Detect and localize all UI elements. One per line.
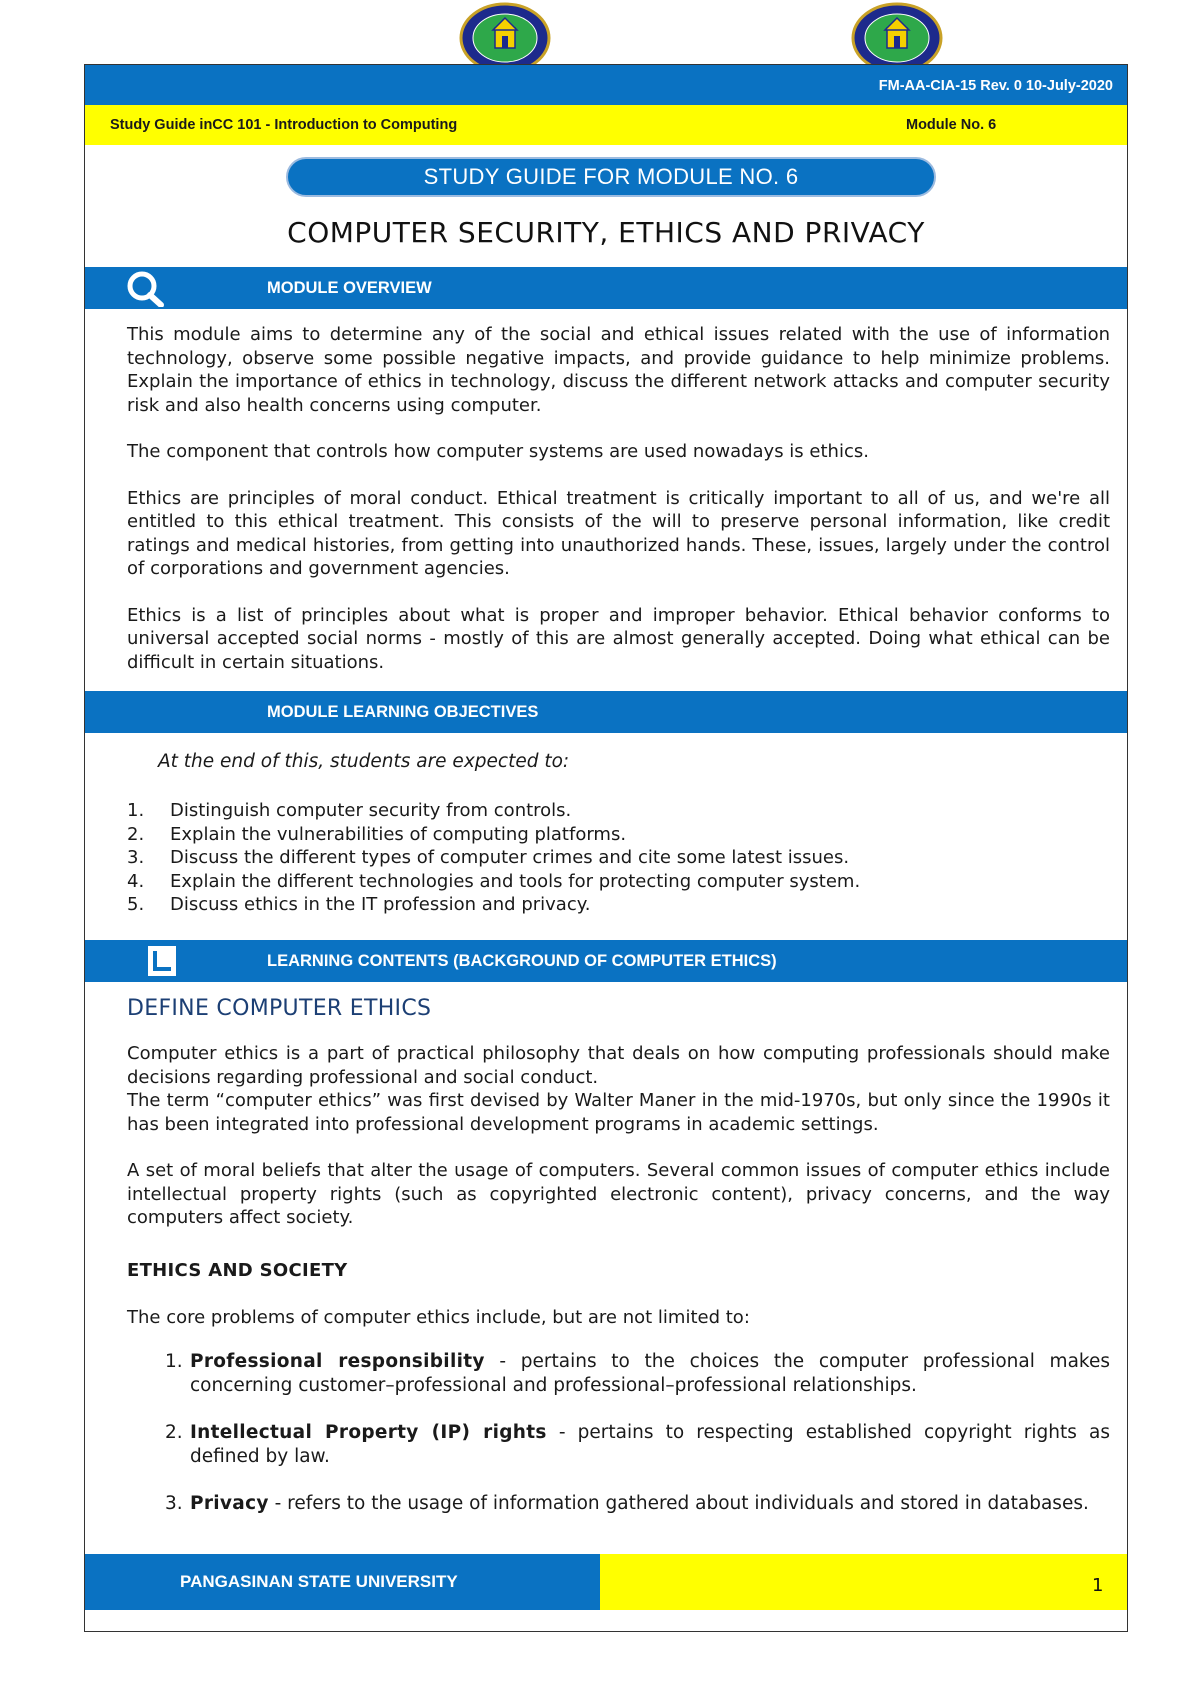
section-bar-objectives (85, 691, 1127, 733)
section-heading: MODULE LEARNING OBJECTIVES (267, 703, 539, 721)
list-item: 3. Discuss the different types of computer crimes and cite some latest issues. (127, 847, 850, 868)
list-item: 2. Explain the vulnerabilities of computing platforms. (127, 823, 627, 845)
section-heading: MODULE OVERVIEW (267, 279, 432, 297)
list-item: 2. Intellectual Property (IP) rights - pertains to respecting established copyright rights as defined by law. (165, 1422, 1110, 1467)
overview-text (127, 323, 1110, 674)
define-heading: DEFINE COMPUTER ETHICS (127, 996, 432, 1021)
problems-list (165, 1350, 1110, 1516)
paragraph: This module aims to determine any of the social and ethical issues related with the use of information technology, observe some possible negative impacts, and provide guidance to help minimize problems. Explain the importance of ethics in technology, discuss the different network attacks and computer security risk and also health concerns using computer. (127, 324, 1110, 416)
objectives-intro: At the end of this, students are expected to: (158, 751, 570, 772)
list-item: 4. Explain the different technologies and tools for protecting computer system. (127, 870, 861, 892)
section-bar-contents (85, 940, 1127, 982)
study-guide-pill: STUDY GUIDE FOR MODULE NO. 6 (286, 157, 936, 197)
list-item: 1. Distinguish computer security from controls. (127, 800, 572, 821)
footer-bar-yellow (600, 1554, 1127, 1610)
definition-text (127, 1042, 1110, 1230)
paragraph: Computer ethics is a part of practical philosophy that deals on how computing professionals should make decisions regarding professional and social conduct. (127, 1043, 1110, 1088)
paragraph: A set of moral beliefs that alter the usage of computers. Several common issues of computer ethics include intellectual property rights (such as copyrighted electronic content), privacy concerns, and the way computers affect society. (127, 1160, 1110, 1228)
list-item: 3. Privacy - refers to the usage of information gathered about individuals and stored in databases. (165, 1493, 1089, 1514)
paragraph: The term “computer ethics” was first devised by Walter Maner in the mid-1970s, but only since the 1990s it has been integrated into professional development programs in academic settings. (127, 1090, 1110, 1135)
section-bar-overview (85, 267, 1127, 309)
guide-title: Study Guide inCC 101 - Introduction to Computing (110, 117, 458, 133)
page-title: COMPUTER SECURITY, ETHICS AND PRIVACY (287, 216, 925, 249)
paragraph: The component that controls how computer systems are used nowadays is ethics. (127, 441, 869, 462)
module-number: Module No. 6 (906, 117, 997, 133)
list-item: 1. Professional responsibility - pertains to the choices the computer professional makes concerning customer–professional and professional–professional relationships. (165, 1351, 1110, 1396)
book-icon (145, 943, 179, 979)
objectives-list (127, 799, 1110, 917)
section-heading: LEARNING CONTENTS (BACKGROUND OF COMPUTER ETHICS) (267, 952, 777, 970)
core-intro: The core problems of computer ethics include, but are not limited to: (127, 1307, 750, 1328)
society-heading: ETHICS AND SOCIETY (127, 1260, 348, 1281)
form-code: FM-AA-CIA-15 Rev. 0 10-July-2020 (878, 78, 1113, 94)
magnifier-icon (123, 269, 167, 307)
page-number: 1 (1092, 1575, 1104, 1596)
university-name: PANGASINAN STATE UNIVERSITY (180, 1572, 458, 1591)
list-item: 5. Discuss ethics in the IT profession and privacy. (127, 894, 591, 915)
paragraph: Ethics are principles of moral conduct. Ethical treatment is critically important to all of us, and we're all entitled to this ethical treatment. This consists of the will to preserve personal information, like credit ratings and medical histories, from getting into unauthorized hands. These, issues, largely under the control of corporations and government agencies. (127, 487, 1110, 579)
paragraph: Ethics is a list of principles about what is proper and improper behavior. Ethical behavior conforms to universal accepted social norms - mostly of this are almost generally accepted. Doing what ethical can be difficult in certain situations. (127, 604, 1110, 673)
